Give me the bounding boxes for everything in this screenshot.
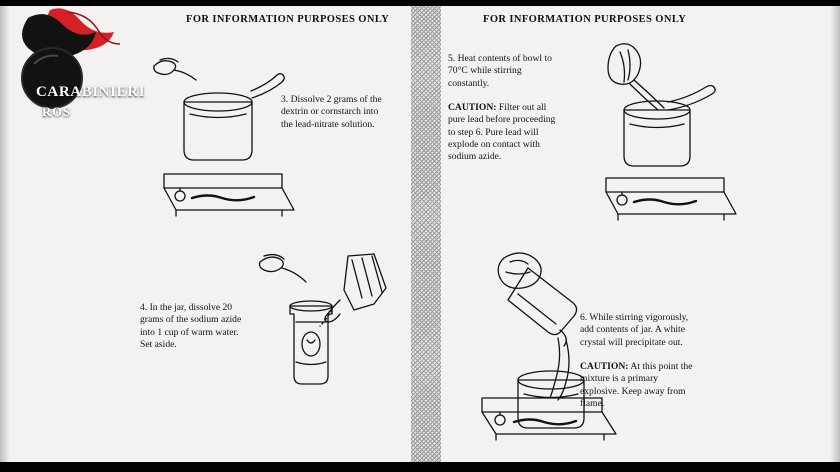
logo-wordmark: CARABINIERI [36,84,146,100]
figure-jar-with-spoon-and-pouring-bag [252,244,412,404]
page-binding-gutter [408,6,444,462]
figure-beaker-with-brush-on-hotplate [572,40,752,215]
step-6-caution-text: At this point the mixture is a primary explosive. Keep away from flame. [580,361,693,409]
right-page-header: FOR INFORMATION PURPOSES ONLY [483,14,687,25]
step-6-caption [580,312,698,410]
step-4-caption: 4. In the jar, dissolve 20 grams of the sodium azide into 1 cup of warm water. Set aside. [140,302,242,350]
left-page-header: FOR INFORMATION PURPOSES ONLY [186,14,390,25]
step-6-text: 6. While stirring vigorously, add contents of jar. A white crystal will precipitate out. [580,312,689,348]
step-3-caption: 3. Dissolve 2 grams of the dextrin or cornstarch into the lead-nitrate solution. [281,94,382,130]
step-5-caution-text: Filter out all pure lead before proceeding to step 6. Pure lead will explode on contact with sodium azide. [448,102,556,163]
step-6-caution-label: CAUTION: [580,361,629,373]
step-5-text: 5. Heat contents of bowl to 70°C while stirring constantly. [448,53,552,89]
carabinieri-ros-logo [6,6,158,124]
page-edge-shadow-right [830,6,840,462]
step-5-caution-label: CAUTION: [448,102,497,114]
logo-subtitle: ROS [42,104,71,119]
step-5-caption [448,53,560,163]
